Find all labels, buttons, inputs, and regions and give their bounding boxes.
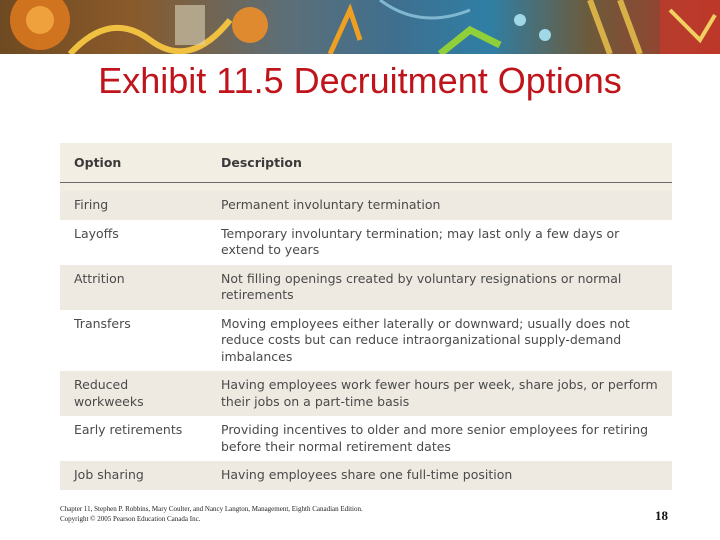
column-header-description: Description xyxy=(207,143,672,183)
table-row xyxy=(60,416,672,461)
table-row xyxy=(60,371,672,416)
table-row xyxy=(60,461,672,490)
table-row xyxy=(60,310,672,372)
option-cell: Layoffs xyxy=(60,220,207,265)
option-cell: Reduced workweeks xyxy=(60,371,207,416)
option-cell: Transfers xyxy=(60,310,207,372)
table-row xyxy=(60,220,672,265)
description-cell: Providing incentives to older and more senior employees for retiring before their normal retirement dates xyxy=(207,416,672,461)
description-cell: Temporary involuntary termination; may last only a few days or extend to years xyxy=(207,220,672,265)
table-spacer xyxy=(60,183,672,192)
column-header-option: Option xyxy=(60,143,207,183)
description-cell: Moving employees either laterally or downward; usually does not reduce costs but can reduce intraorganizational supply-demand imbalances xyxy=(207,310,672,372)
banner-illustration xyxy=(0,0,720,54)
option-cell: Firing xyxy=(60,191,207,220)
option-cell: Early retirements xyxy=(60,416,207,461)
table-row xyxy=(60,265,672,310)
decorative-banner xyxy=(0,0,720,54)
footer-copyright: Copyright © 2005 Pearson Education Canada Inc. xyxy=(60,515,201,523)
slide-footer xyxy=(60,504,460,524)
description-cell: Having employees share one full-time position xyxy=(207,461,672,490)
description-cell: Not filling openings created by voluntary resignations or normal retirements xyxy=(207,265,672,310)
footer-citation: Chapter 11, Stephen P. Robbins, Mary Coulter, and Nancy Langton, Management, Eighth Canadian Edition. xyxy=(60,505,363,513)
description-cell: Permanent involuntary termination xyxy=(207,191,672,220)
table-row xyxy=(60,191,672,220)
options-table xyxy=(60,143,672,490)
option-cell: Job sharing xyxy=(60,461,207,490)
page-number: 18 xyxy=(655,508,668,523)
slide-title: Exhibit 11.5 Decruitment Options xyxy=(98,60,622,101)
decruitment-options-table xyxy=(60,143,672,490)
option-cell: Attrition xyxy=(60,265,207,310)
table-header-row xyxy=(60,143,672,183)
description-cell: Having employees work fewer hours per week, share jobs, or perform their jobs on a part-time basis xyxy=(207,371,672,416)
